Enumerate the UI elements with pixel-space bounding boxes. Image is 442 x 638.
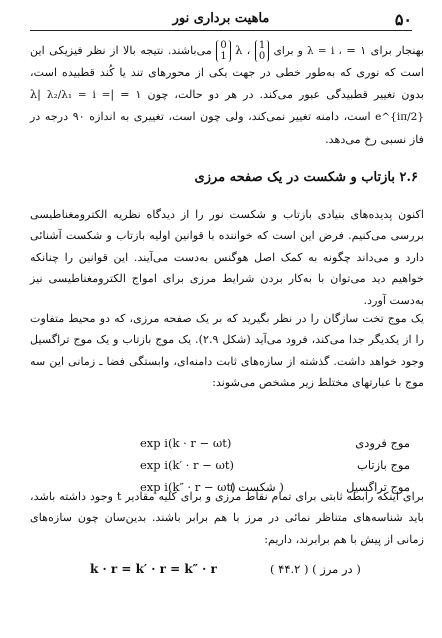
vector-b-1: 1 0 (255, 40, 269, 62)
running-title: ماهیت برداری نور (172, 11, 270, 26)
wave-incident (30, 436, 412, 454)
paragraph-4: برای اینکه رابطه ثابتی برای تمام نقاط مرزی و برای کلیه مقادیر t وجود داشته باشد، باید شناسه‌های متناظر نمائی در مرز با هم برابر باشند. بدین‌سان چون سازه‌های زمانی از پیش با هم برابرند، داریم: (30, 490, 424, 546)
wave-label: موج بازتاب (357, 458, 410, 472)
equation-expression: k · r = k′ · r = k″ · r (90, 562, 217, 576)
section-heading: ۲.۶ بازتاب و شکست در یک صفحه مرزی (194, 170, 418, 185)
equation-note: ( در مرز ) ( ۴۴.۲ ) (270, 562, 361, 576)
wave-expression: exp i(k″ · r − ωt) (140, 480, 236, 494)
wave-list (30, 436, 412, 494)
p1-text-a: بهنجار برای ۱ = λ ، (235, 44, 424, 57)
p1-formula-a: و برای λ = i ، (273, 45, 342, 57)
paragraph-3: یک موج تخت سازگان را در نظر بگیرید که بر یک صفحه مرزی، که دو محیط متفاوت را از یکدیگر جدا می‌کند، فرود می‌آید (شکل ۲.۹). یک موج بازتاب و یک موج تراگسیل وجود خواهد داشت. گذشته از سازه‌های ثابت دامنه‌ای، وابستگی فضا ـ زمانی این سه موج با عبارتهای مختلط زیر مشخص می‌شوند: (30, 312, 424, 390)
wave-label: موج تراگسیل (346, 480, 410, 494)
boundary-equation (30, 560, 412, 584)
p1-text-c: است، دامنه تغییر نمی‌کند، ولی چون (200, 110, 371, 124)
wave-expression: exp i(k′ · r − ωt) (140, 458, 234, 472)
p1-formula-c: λ₂/λ₁ = i = e^{iπ/2} (46, 88, 425, 124)
p1-text-b: می‌باشند. نتیجه بالا از نظر فیزیکی این است که نوری که به‌طور خطی در جهت یکی از محورهای تند یا کُند قطبیده است، بدون تغییر قطبیدگی عبور می‌کند. در هر دو حالت، چون ۱ = |λ| (30, 44, 425, 101)
page-number: ۵۰ (394, 10, 412, 29)
paragraph-2: اکنون پدیده‌های بنیادی بازتاب و شکست نور را از دیدگاه نظریه الکترومغناطیسی بررسی می‌کنیم. فرض این است که خواننده با قوانین اولیه بازتاب و شکست آشنائی دارد و می‌داند چگونه به کمک اصل هوگنس به‌دست می‌آیند. این قوانین را چنانکه خواهیم دید می‌توان با به‌کار بردن شرایط مرزی برای امواج الکترومغناطیسی نیز به‌دست آورد. (30, 208, 424, 307)
p1-text-d: است، تغییری به اندازه ۹۰ درجه در فاز نسبی رخ می‌دهد. (30, 110, 424, 146)
page-header (30, 6, 412, 31)
vector-b-i: 0 1 (216, 40, 230, 62)
wave-label: موج فرودی (355, 436, 410, 450)
wave-expression: exp i(k · r − ωt) (140, 436, 232, 450)
paragraph-intro (30, 40, 424, 158)
wave-note: ( شکست ) (230, 480, 284, 494)
wave-reflected (30, 458, 412, 476)
